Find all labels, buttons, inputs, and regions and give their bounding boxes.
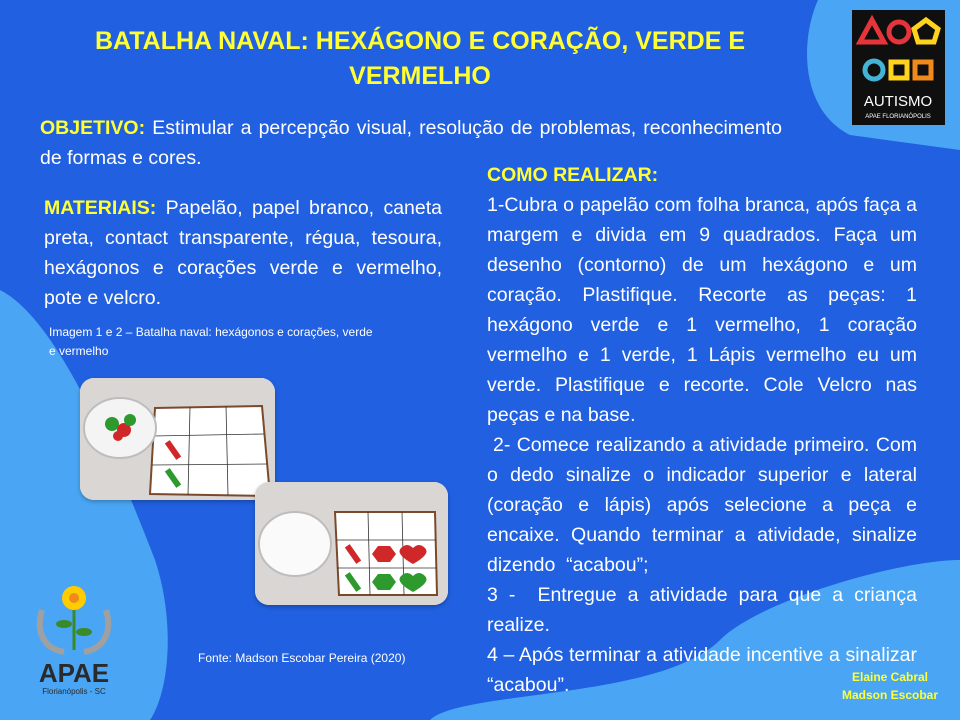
materiais-label: MATERIAIS: — [44, 197, 157, 219]
authors — [820, 668, 960, 704]
objetivo-label: OBJETIVO: — [40, 117, 146, 139]
page-title: BATALHA NAVAL: HEXÁGONO E CORAÇÃO, VERDE E VERMELHO — [94, 27, 745, 90]
autismo-logo-name: AUTISMO — [863, 93, 933, 110]
materiais-section — [44, 193, 442, 313]
circle-icon — [889, 22, 909, 42]
step-4: 4 – Após terminar a atividade incentive a sinalizar “acabou”. — [487, 644, 917, 696]
step-2: 2- Comece realizando a atividade primeiro. Com o dedo sinalize o indicador superior e lateral (coração e lápis) após selecione a peça e encaixe. Quando terminar a atividade, sinalize dizendo “acabou”; — [487, 434, 917, 576]
apae-logo — [18, 580, 138, 705]
triangle-icon — [860, 20, 884, 42]
pentagon-icon — [914, 20, 938, 42]
apae-logo-sub: Florianópolis - SC — [42, 687, 106, 696]
materiais-text: Papelão, papel branco, caneta preta, contact transparente, régua, tesoura, hexágonos e corações verde e vermelho, pote e velcro. — [44, 197, 442, 309]
como-realizar-label: COMO REALIZAR: — [487, 164, 659, 186]
como-realizar-section — [487, 160, 917, 700]
activity-photo-1 — [80, 378, 275, 500]
objetivo-text: Estimular a percepção visual, resolução de problemas, reconhecimento de formas e cores. — [40, 117, 782, 169]
image-caption: Imagem 1 e 2 – Batalha naval: hexágonos e corações, verde e vermelho — [49, 325, 373, 358]
author-2: Madson Escobar — [841, 688, 939, 702]
activity-photo-2 — [255, 482, 448, 605]
step-1: 1-Cubra o papelão com folha branca, após faça a margem e divida em 9 quadrados. Faça um desenho (contorno) de um hexágono e um coração. Plastifique. Recorte as peças: 1 hexágono verde e 1 vermelho, 1 coração vermelho e 1 verde, 1 Lápis vermelho eu um verde. Plastifique e recorte. Cole Velcro nas peças e na base. — [487, 194, 917, 426]
author-1: Elaine Cabral — [851, 670, 929, 684]
step-3: 3 - Entregue a atividade para que a criança realize. — [487, 584, 917, 636]
image-source: Fonte: Madson Escobar Pereira (2020) — [198, 651, 406, 665]
autismo-logo — [852, 10, 945, 125]
apae-logo-name: APAE — [38, 658, 110, 688]
flower-icon — [40, 586, 108, 652]
autismo-logo-sub: APAE FLORIANÓPOLIS — [865, 114, 931, 120]
